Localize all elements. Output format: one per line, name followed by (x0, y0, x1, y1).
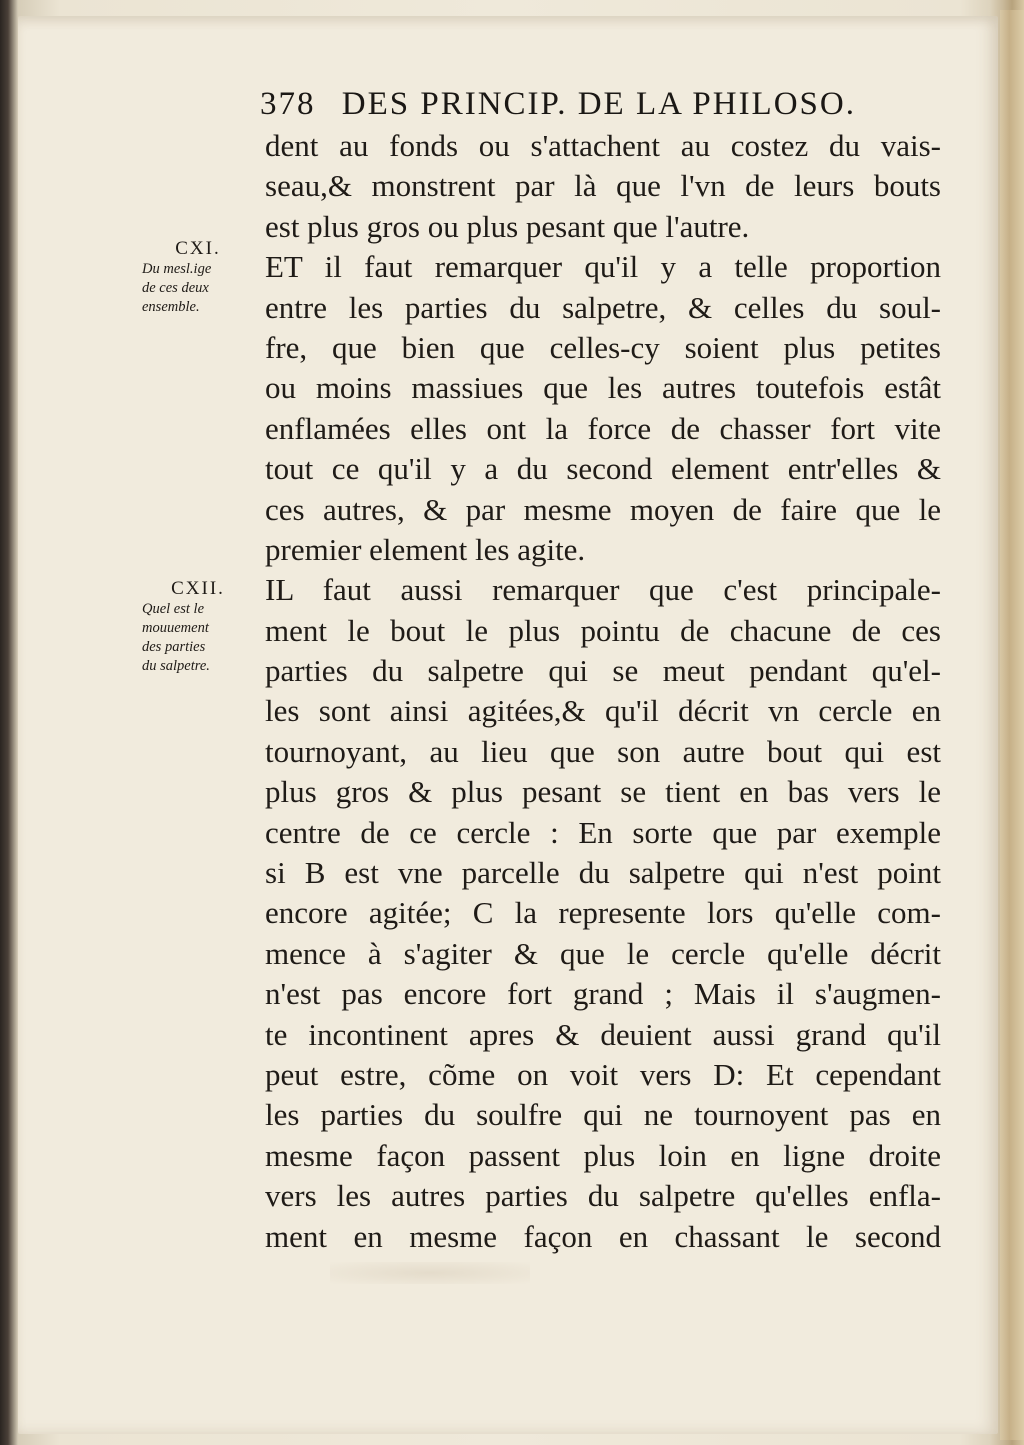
margin-note-gloss-line: des parties (142, 639, 206, 655)
text-line: si B est vne parcelle du salpetre qui n'est point (265, 855, 941, 891)
text-line: mesme façon passent plus loin en ligne droite (265, 1137, 941, 1173)
text-line: te incontinent apres & deuient aussi grand qu'il (265, 1016, 941, 1052)
margin-note-gloss-line: ensemble. (142, 299, 200, 315)
text-line: fre, que bien que celles-cy soient plus petites (265, 329, 941, 365)
text-line: peut estre, cõme on voit vers D: Et cependant (265, 1056, 941, 1092)
text-line: tout ce qu'il y a du second element entr'elles & (265, 451, 941, 487)
text-line: les sont ainsi agitées,& qu'il décrit vn cercle en (265, 693, 941, 729)
margin-note-gloss-line: Quel est le (142, 601, 205, 617)
text-line: dent au fonds ou s'attachent au costez du vais- (265, 128, 941, 163)
running-title: DES PRINCIP. DE LA PHILOSO. (341, 86, 856, 122)
margin-note-cxii (138, 578, 258, 676)
text-line: enflamées elles ont la force de chasser fort vite (265, 410, 941, 446)
running-head (260, 86, 940, 126)
text-line: centre de ce cercle : En sorte que par exemple (265, 814, 941, 850)
text-line: mence à s'agiter & que le cercle qu'elle décrit (265, 935, 941, 971)
text-line: premier element les agite. (265, 531, 586, 567)
text-line: vers les autres parties du salpetre qu'elles enfla- (265, 1178, 941, 1214)
page-edge (1000, 10, 1024, 1440)
text-line: ou moins massiues que les autres toutefois estât (265, 370, 941, 406)
margin-note-cxi (138, 238, 258, 317)
text-line: entre les parties du salpetre, & celles du soul- (265, 289, 941, 325)
margin-note-gloss-line: du salpetre. (142, 658, 210, 674)
text-line: ces autres, & par mesme moyen de faire que le (265, 491, 941, 527)
text-line: tournoyant, au lieu que son autre bout qui est (265, 733, 941, 769)
margin-note-gloss-line: de ces deux (142, 280, 209, 296)
page-number: 378 (260, 86, 316, 122)
text-line: IL faut aussi remarquer que c'est principale- (265, 572, 941, 608)
text-line: est plus gros ou plus pesant que l'autre. (265, 208, 750, 244)
text-line: encore agitée; C la represente lors qu'elle com- (265, 895, 941, 931)
show-through-smudge (330, 1262, 530, 1284)
text-line: ment en mesme façon en chassant le second (265, 1218, 941, 1254)
text-line: ment le bout le plus pointu de chacune de ces (265, 612, 941, 648)
body-text (265, 126, 941, 1257)
text-line: n'est pas encore fort grand ; Mais il s'augmen- (265, 976, 941, 1012)
text-line: parties du salpetre qui se meut pendant qu'el- (265, 653, 941, 689)
margin-note-gloss-line: Du mesl.ige (142, 261, 212, 277)
text-line: seau,& monstrent par là que l'vn de leurs bouts (265, 168, 941, 204)
margin-note-number: CXII. (171, 578, 225, 599)
margin-note-gloss-line: mouuement (142, 620, 209, 636)
text-line: plus gros & plus pesant se tient en bas vers le (265, 774, 941, 810)
text-line: ET il faut remarquer qu'il y a telle proportion (265, 249, 941, 285)
text-line: les parties du soulfre qui ne tournoyent pas en (265, 1097, 941, 1133)
margin-note-number: CXI. (175, 238, 221, 259)
